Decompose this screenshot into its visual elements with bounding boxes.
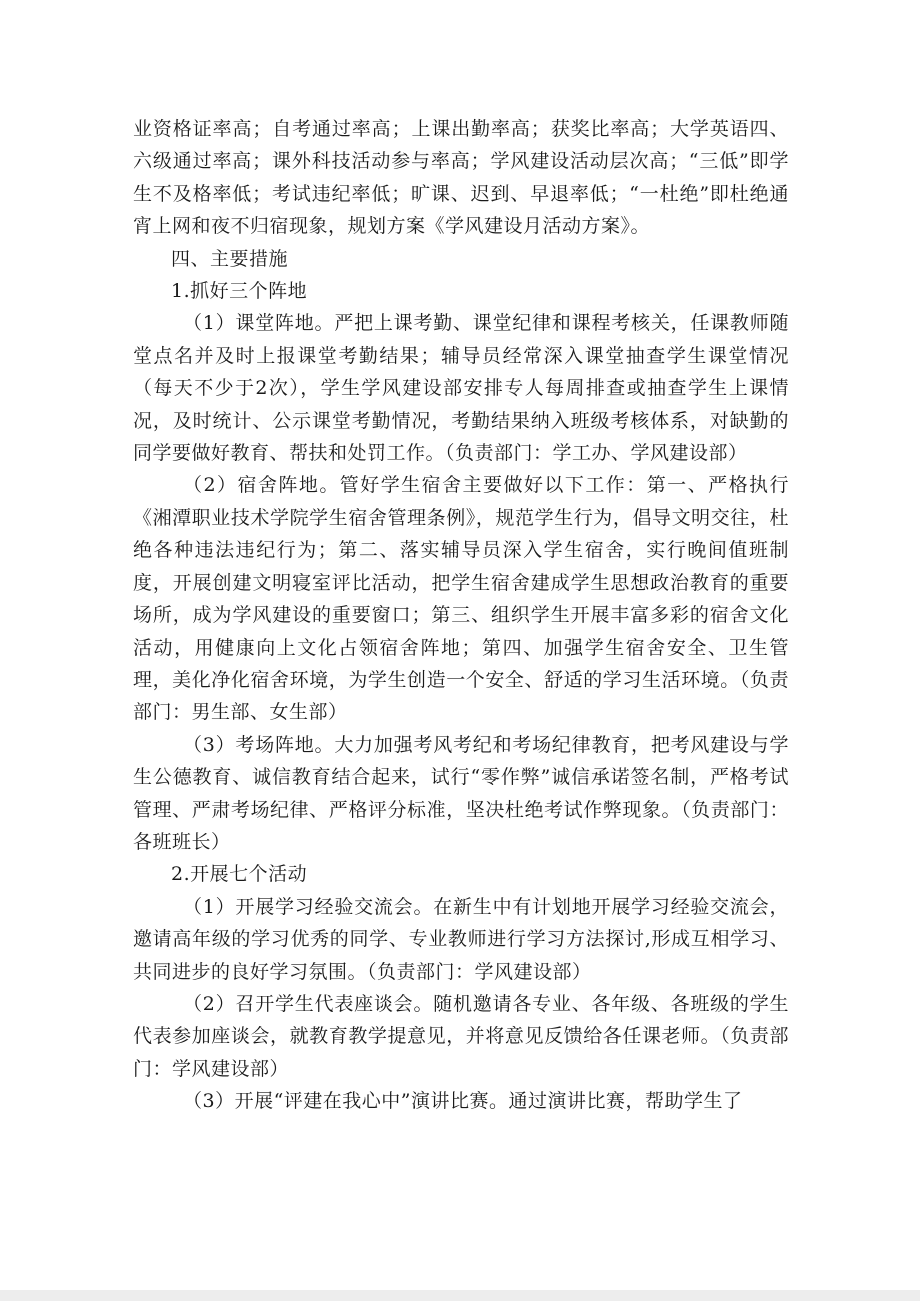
subheading-three-fronts: 1.抓好三个阵地 [171, 280, 308, 303]
paragraph-goals-continued: 业资格证率高；自考通过率高；上课出勤率高；获奖比率高；大学英语四、六级通过率高；课外科技活动参与率高；学风建设活动层次高；“三低”即学生不及格率低；考试违纪率低；旷课、迟到、早退率低；“一杜绝”即杜绝通宵上网和夜不归宿现象，规划方案《学风建设月活动方案》。 [133, 118, 789, 238]
paragraph-speech-contest: （3）开展“评建在我心中”演讲比赛。通过演讲比赛，帮助学生了 [183, 1090, 743, 1113]
subheading-seven-activities: 2.开展七个活动 [171, 863, 308, 886]
paragraph-exam-front: （3）考场阵地。大力加强考风考纪和考场纪律教育，把考风建设与学生公德教育、诚信教育结合起来，试行“零作弊”诚信承诺签名制，严格考试管理、严肃考场纪律、严格评分标准，坚决杜绝考试作弊现象。（负责部门：各班班长） [133, 733, 789, 853]
document-body [133, 113, 789, 1118]
paragraph-dormitory-front: （2）宿舍阵地。管好学生宿舍主要做好以下工作：第一、严格执行《湘潭职业技术学院学生宿舍管理条例》，规范学生行为，倡导文明交往，杜绝各种违法违纪行为；第二、落实辅导员深入学生宿舍，实行晚间值班制度，开展创建文明寝室评比活动，把学生宿舍建成学生思想政治教育的重要场所，成为学风建设的重要窗口；第三、组织学生开展丰富多彩的宿舍文化活动，用健康向上文化占领宿舍阵地；第四、加强学生宿舍安全、卫生管理，美化净化宿舍环境，为学生创造一个安全、舒适的学习生活环境。（负责部门：男生部、女生部） [133, 474, 789, 724]
page-bottom-strip [0, 1290, 920, 1301]
section-heading-main-measures: 四、主要措施 [171, 247, 289, 270]
paragraph-student-forum: （2）召开学生代表座谈会。随机邀请各专业、各年级、各班级的学生代表参加座谈会，就教育教学提意见，并将意见反馈给各任课老师。（负责部门：学风建设部） [133, 992, 789, 1080]
paragraph-experience-exchange: （1）开展学习经验交流会。在新生中有计划地开展学习经验交流会，邀请高年级的学习优秀的同学、专业教师进行学习方法探讨,形成互相学习、共同进步的良好学习氛围。（负责部门：学风建设部） [133, 895, 789, 983]
paragraph-classroom-front: （1）课堂阵地。严把上课考勤、课堂纪律和课程考核关，任课教师随堂点名并及时上报课堂考勤结果；辅导员经常深入课堂抽查学生课堂情况（每天不少于2次），学生学风建设部安排专人每周排查或抽查学生上课情况，及时统计、公示课堂考勤情况，考勤结果纳入班级考核体系，对缺勤的同学要做好教育、帮扶和处罚工作。（负责部门：学工办、学风建设部） [133, 312, 789, 465]
